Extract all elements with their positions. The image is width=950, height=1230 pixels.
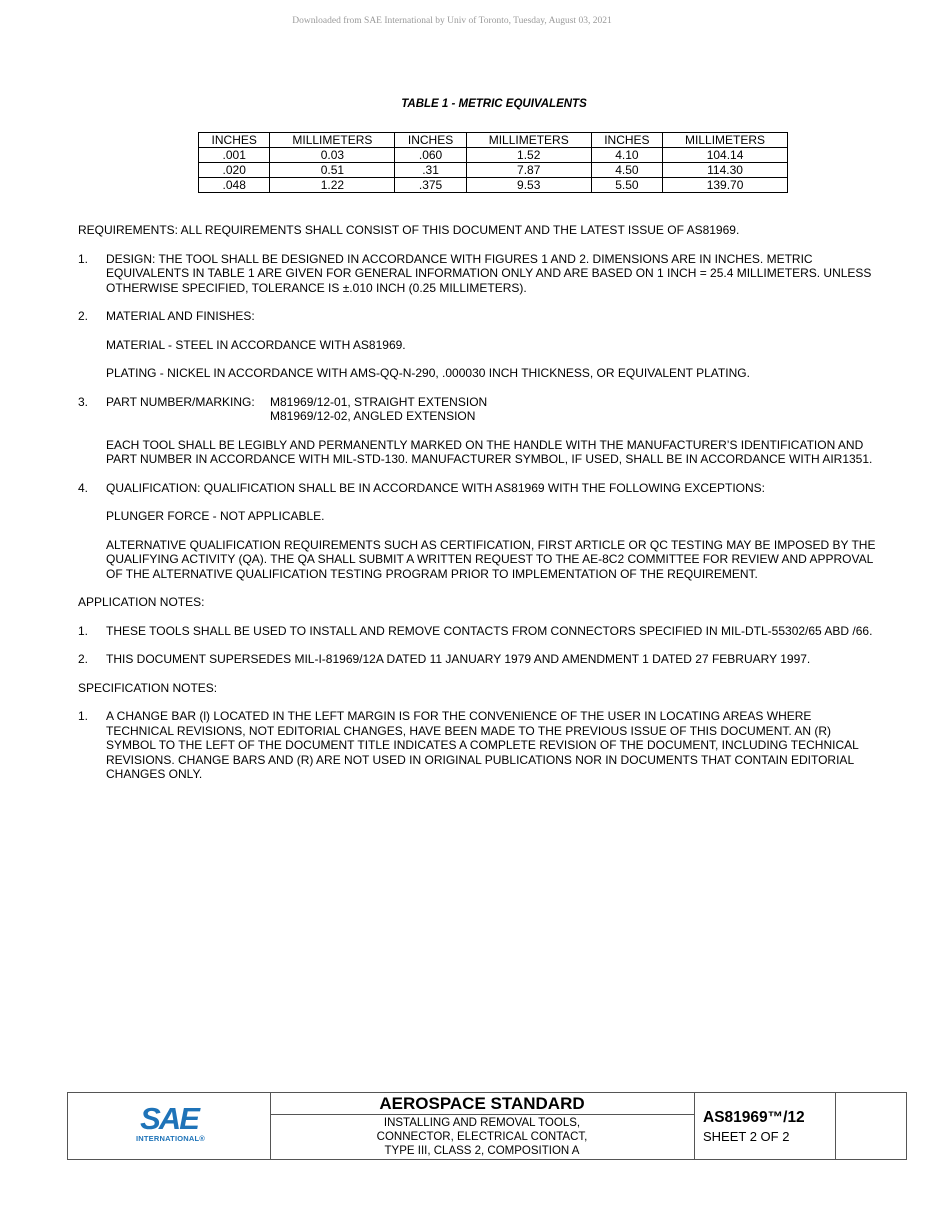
table-cell: 114.30 — [663, 163, 788, 178]
column-header: MILLIMETERS — [270, 133, 395, 148]
section-text: QUALIFICATION: QUALIFICATION SHALL BE IN ACCORDANCE WITH AS81969 WITH THE FOLLOWING EXCEPTIONS: — [106, 480, 766, 495]
application-notes-heading: APPLICATION NOTES: — [78, 595, 205, 609]
table-cell: 5.50 — [591, 178, 662, 193]
document-number: AS81969™/12 — [703, 1109, 805, 1126]
note-number: 2. — [78, 652, 89, 666]
section-number: 4. — [78, 480, 89, 495]
table-row — [199, 178, 788, 193]
section-number: 1. — [78, 251, 89, 266]
standard-title: AEROSPACE STANDARD — [270, 1093, 694, 1115]
sae-logo — [136, 1101, 206, 1143]
note-text: THIS DOCUMENT SUPERSEDES MIL-I-81969/12A DATED 11 JANUARY 1979 AND AMENDMENT 1 DATED 27 FEBRUARY 1997. — [106, 652, 811, 666]
material-paragraph: MATERIAL - STEEL IN ACCORDANCE WITH AS81969. — [106, 337, 406, 352]
table-cell: 4.10 — [591, 148, 662, 163]
table-cell: 1.52 — [466, 148, 591, 163]
sae-logo-subtitle: INTERNATIONAL® — [136, 1134, 206, 1143]
note-text: A CHANGE BAR (l) LOCATED IN THE LEFT MARGIN IS FOR THE CONVENIENCE OF THE USER IN LOCATING AREAS WHERE TECHNICAL REVISIONS, NOT EDITORIAL CHANGES, HAVE BEEN MADE TO THE PREVIOUS ISSUE OF THIS DOCUMENT. AN (R) SYMBOL TO THE LEFT OF THE DOCUMENT TITLE INDICATES A COMPLETE REVISION OF THE DOCUMENT, INCLUDING TECHNICAL REVISIONS. CHANGE BARS AND (R) ARE NOT USED IN ORIGINAL PUBLICATIONS NOR IN DOCUMENTS THAT CONTAIN EDITORIAL CHANGES ONLY. — [106, 709, 859, 781]
plating-paragraph: PLATING - NICKEL IN ACCORDANCE WITH AMS-QQ-N-290, .000030 INCH THICKNESS, OR EQUIVALENT PLATING. — [106, 366, 750, 380]
table-cell: .060 — [395, 148, 466, 163]
logo-cell — [68, 1093, 271, 1159]
section-number: 2. — [78, 309, 89, 323]
section-qualification — [78, 481, 878, 496]
table-title: TABLE 1 - METRIC EQUIVALENTS — [401, 98, 587, 110]
table-cell: .31 — [395, 163, 466, 178]
table-cell: 104.14 — [663, 148, 788, 163]
table-header-row — [199, 133, 788, 148]
download-watermark: Downloaded from SAE International by Univ of Toronto, Tuesday, August 03, 2021 — [292, 16, 612, 26]
column-header: INCHES — [395, 133, 466, 148]
column-header: INCHES — [199, 133, 270, 148]
metric-equivalents-table — [198, 132, 788, 193]
sae-logo-mark: SAE — [140, 1101, 198, 1136]
part-number-label: PART NUMBER/MARKING: — [106, 394, 255, 409]
subtitle-line: CONNECTOR, ELECTRICAL CONTACT, — [376, 1131, 588, 1143]
column-header: INCHES — [591, 133, 662, 148]
table-cell: 4.50 — [591, 163, 662, 178]
title-block — [67, 1092, 907, 1160]
table-cell: 7.87 — [466, 163, 591, 178]
part-number-2: M81969/12-02, ANGLED EXTENSION — [270, 409, 476, 423]
table-cell: 0.03 — [270, 148, 395, 163]
table-cell: 1.22 — [270, 178, 395, 193]
table-row — [199, 163, 788, 178]
table-cell: 139.70 — [663, 178, 788, 193]
subtitle-line: TYPE III, CLASS 2, COMPOSITION A — [384, 1145, 580, 1157]
table-cell: .048 — [199, 178, 270, 193]
note-number: 1. — [78, 709, 89, 723]
table-cell: .020 — [199, 163, 270, 178]
section-material — [78, 309, 878, 324]
table-cell: .375 — [395, 178, 466, 193]
table-cell: 9.53 — [466, 178, 591, 193]
plunger-paragraph: PLUNGER FORCE - NOT APPLICABLE. — [106, 509, 325, 523]
note-text: THESE TOOLS SHALL BE USED TO INSTALL AND REMOVE CONTACTS FROM CONNECTORS SPECIFIED IN MIL-DTL-55302/65 ABD /66. — [106, 623, 873, 638]
document-body — [78, 223, 878, 782]
table-cell: 0.51 — [270, 163, 395, 178]
section-part-number — [78, 395, 878, 424]
subtitle-line: INSTALLING AND REMOVAL TOOLS, — [383, 1117, 581, 1129]
marking-paragraph: EACH TOOL SHALL BE LEGIBLY AND PERMANENTLY MARKED ON THE HANDLE WITH THE MANUFACTURER’S IDENTIFICATION AND PART NUMBER IN ACCORDANCE WITH MIL-STD-130. MANUFACTURER SYMBOL, IF USED, SHALL BE IN ACCORDANCE WITH AIR1351. — [106, 437, 873, 466]
alternative-qualification-paragraph: ALTERNATIVE QUALIFICATION REQUIREMENTS SUCH AS CERTIFICATION, FIRST ARTICLE OR QC TESTING MAY BE IMPOSED BY THE QUALIFYING ACTIVITY (QA). THE QA SHALL SUBMIT A WRITTEN REQUEST TO THE AE-8C2 COMMITTEE FOR REVIEW AND APPROVAL OF THE ALTERNATIVE QUALIFICATION TESTING PROGRAM PRIOR TO IMPLEMENTATION OF THE REQUIREMENT. — [106, 537, 876, 581]
requirements-paragraph: REQUIREMENTS: ALL REQUIREMENTS SHALL CONSIST OF THIS DOCUMENT AND THE LATEST ISSUE OF AS81969. — [78, 223, 740, 237]
column-header: MILLIMETERS — [663, 133, 788, 148]
section-number: 3. — [78, 394, 89, 409]
table-row — [199, 148, 788, 163]
section-text: DESIGN: THE TOOL SHALL BE DESIGNED IN ACCORDANCE WITH FIGURES 1 AND 2. DIMENSIONS ARE IN INCHES. METRIC EQUIVALENTS IN TABLE 1 ARE GIVEN FOR GENERAL INFORMATION ONLY AND ARE BASED ON 1 INCH = 25.4 MILLIMETERS. UNLESS OTHERWISE SPECIFIED, TOLERANCE IS ±.010 INCH (0.25 MILLIMETERS). — [106, 251, 872, 295]
document-number-cell — [694, 1093, 836, 1159]
application-note — [78, 652, 878, 667]
column-header: MILLIMETERS — [466, 133, 591, 148]
table-cell: .001 — [199, 148, 270, 163]
specification-notes-heading: SPECIFICATION NOTES: — [78, 680, 218, 695]
section-design — [78, 252, 878, 296]
revision-cell — [835, 1093, 906, 1159]
specification-note — [78, 709, 878, 782]
sheet-number: SHEET 2 OF 2 — [703, 1129, 790, 1144]
note-number: 1. — [78, 623, 89, 638]
title-cell — [270, 1093, 695, 1159]
application-note — [78, 624, 878, 639]
section-text: MATERIAL AND FINISHES: — [106, 309, 255, 323]
part-number-1: M81969/12-01, STRAIGHT EXTENSION — [270, 394, 488, 409]
